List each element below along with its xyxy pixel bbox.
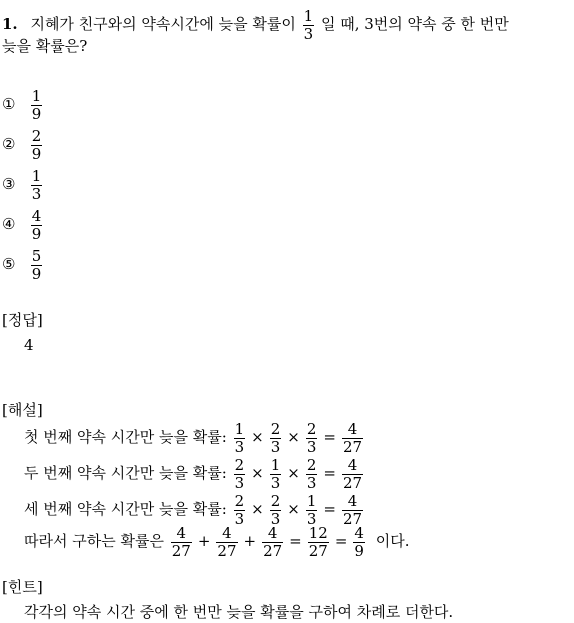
fraction-numerator: 1 (306, 492, 317, 510)
fraction-numerator: 4 (267, 524, 278, 542)
explanation-row-3 (24, 493, 365, 527)
fraction-numerator: 2 (306, 420, 317, 438)
fraction-denominator: 9 (31, 224, 42, 243)
option-mark: ③ (2, 175, 16, 193)
fraction-numerator: 2 (306, 456, 317, 474)
answer-heading: [정답] (2, 311, 43, 329)
fraction (234, 457, 246, 491)
equals-sign: = (289, 532, 302, 550)
sum-suffix: 이다. (375, 532, 410, 550)
option-fraction (31, 128, 43, 162)
fraction-denominator: 3 (31, 184, 42, 203)
fraction-denominator: 27 (342, 509, 363, 528)
fraction-numerator: 1 (31, 167, 42, 185)
equals-sign: = (323, 464, 336, 482)
fraction-final (353, 525, 365, 559)
option-5[interactable] (2, 248, 44, 282)
hint-text: 각각의 약속 시간 중에 한 번만 늦을 확률을 구하여 차례로 더한다. (24, 603, 454, 621)
fraction-denominator: 9 (31, 104, 42, 123)
fraction (270, 457, 282, 491)
fraction-numerator: 2 (234, 456, 245, 474)
fraction-numerator: 4 (31, 207, 42, 225)
option-4[interactable] (2, 208, 44, 242)
fraction (270, 421, 282, 455)
fraction (234, 493, 246, 527)
fraction-numerator: 2 (31, 127, 42, 145)
equals-sign: = (323, 428, 336, 446)
fraction-numerator: 1 (303, 7, 314, 25)
fraction (306, 457, 318, 491)
fraction-result (342, 421, 363, 455)
fraction-denominator: 3 (303, 24, 314, 43)
fraction-denominator: 27 (308, 541, 328, 560)
problem-text-post: 일 때, 3번의 약속 중 한 번만 (320, 15, 509, 33)
fraction-denominator: 27 (171, 541, 191, 560)
fraction-numerator: 4 (176, 524, 187, 542)
fraction-numerator: 4 (222, 524, 232, 542)
plus-sign: + (243, 532, 257, 550)
problem-line-2: 늦을 확률은? (2, 37, 88, 55)
problem-probability (303, 8, 315, 42)
fraction-numerator: 4 (354, 524, 364, 542)
option-fraction (31, 168, 43, 202)
fraction-denominator: 3 (270, 437, 281, 456)
hint-heading: [힌트] (2, 578, 43, 596)
fraction-denominator: 27 (263, 541, 283, 560)
option-fraction (31, 208, 43, 242)
problem-text-pre: 지혜가 친구와의 약속시간에 늦을 확률이 (30, 15, 296, 33)
fraction (234, 421, 246, 455)
fraction-total (308, 525, 329, 559)
times-sign: × (287, 500, 300, 518)
option-2[interactable] (2, 128, 44, 162)
option-mark: ④ (2, 215, 16, 233)
equals-sign: = (323, 500, 336, 518)
times-sign: × (287, 464, 300, 482)
fraction (171, 525, 192, 559)
fraction-numerator: 4 (347, 456, 358, 474)
fraction-denominator: 27 (342, 473, 363, 492)
fraction-denominator: 3 (306, 473, 317, 492)
fraction-denominator: 3 (306, 509, 317, 528)
explanation-row-2 (24, 457, 365, 491)
fraction (216, 525, 237, 559)
option-mark: ① (2, 95, 16, 113)
fraction-denominator: 27 (342, 437, 363, 456)
fraction-numerator: 4 (347, 420, 358, 438)
option-fraction (31, 248, 43, 282)
fraction-denominator: 9 (31, 144, 42, 163)
fraction-denominator: 3 (306, 437, 317, 456)
fraction-numerator: 4 (347, 492, 358, 510)
fraction-numerator: 5 (31, 247, 42, 265)
explanation-heading: [해설] (2, 401, 43, 419)
fraction (306, 421, 318, 455)
times-sign: × (251, 428, 264, 446)
equals-sign: = (334, 532, 348, 550)
row-label: 첫 번째 약속 시간만 늦을 확률: (24, 428, 227, 446)
times-sign: × (251, 464, 264, 482)
problem-number: 1. (2, 15, 18, 33)
fraction-numerator: 12 (308, 524, 328, 542)
fraction-numerator: 2 (234, 492, 245, 510)
fraction-result (342, 457, 363, 491)
option-mark: ② (2, 135, 16, 153)
fraction-denominator: 3 (234, 509, 245, 528)
explanation-row-1 (24, 421, 365, 455)
fraction-numerator: 2 (270, 420, 281, 438)
fraction-denominator: 9 (31, 264, 42, 283)
row-label: 세 번째 약속 시간만 늦을 확률: (24, 500, 227, 518)
explanation-sum (24, 525, 410, 559)
answer-value: 4 (24, 336, 34, 354)
times-sign: × (251, 500, 264, 518)
fraction-numerator: 1 (270, 456, 281, 474)
fraction-denominator: 3 (234, 437, 245, 456)
fraction-denominator: 3 (270, 473, 281, 492)
fraction (306, 493, 318, 527)
option-fraction (31, 88, 43, 122)
plus-sign: + (197, 532, 211, 550)
fraction-numerator: 2 (270, 492, 281, 510)
option-mark: ⑤ (2, 255, 16, 273)
fraction-denominator: 27 (217, 541, 237, 560)
fraction-denominator: 3 (234, 473, 245, 492)
sum-label: 따라서 구하는 확률은 (24, 532, 164, 550)
fraction-numerator: 1 (31, 87, 42, 105)
times-sign: × (287, 428, 300, 446)
option-1[interactable] (2, 88, 44, 122)
fraction-result (342, 493, 363, 527)
fraction (262, 525, 283, 559)
fraction-denominator: 3 (270, 509, 281, 528)
fraction-denominator: 9 (354, 541, 364, 560)
fraction (270, 493, 282, 527)
row-label: 두 번째 약속 시간만 늦을 확률: (24, 464, 227, 482)
option-3[interactable] (2, 168, 44, 202)
fraction-numerator: 1 (234, 420, 245, 438)
